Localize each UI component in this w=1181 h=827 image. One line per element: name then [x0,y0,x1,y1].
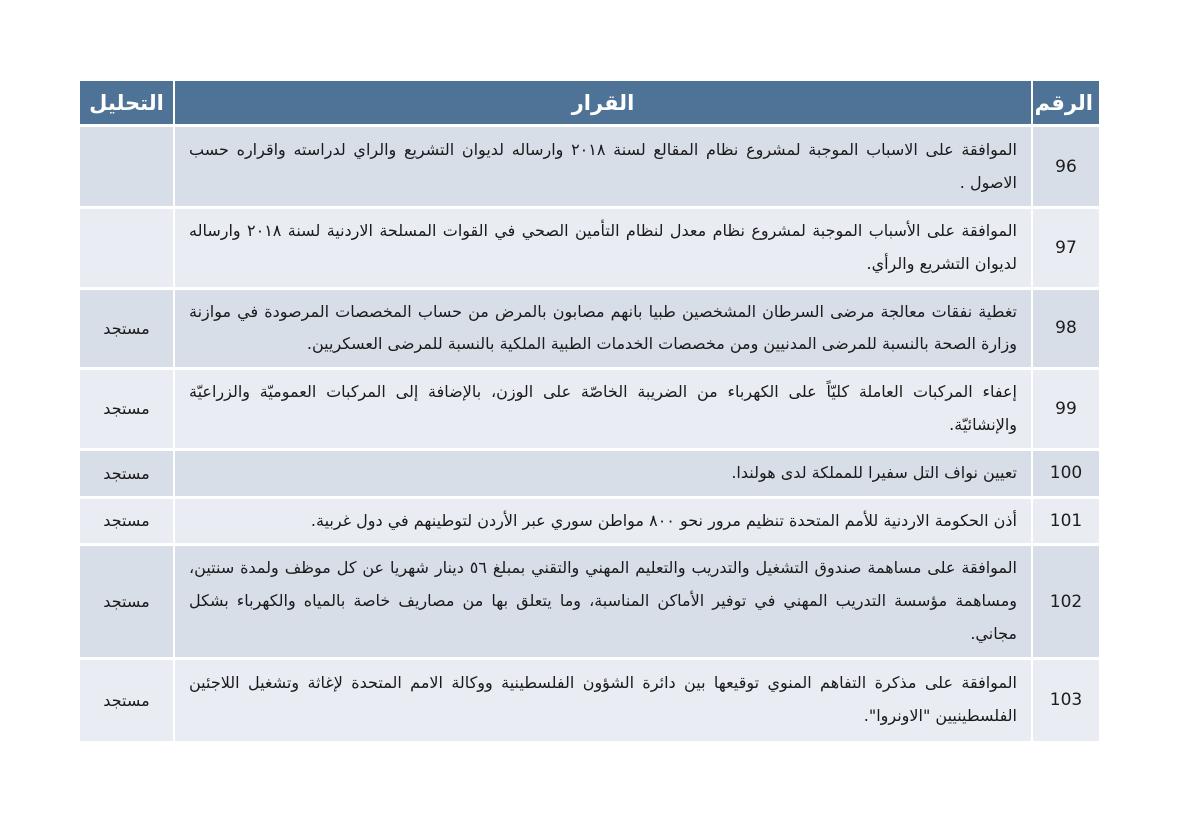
number-cell: 100 [1032,449,1100,497]
table-header-row [79,80,1100,126]
decision-cell: الموافقة على مساهمة صندوق التشغيل والتدريب والتعليم المهني والتقني بمبلغ ٥٦ دينار شهريا عن كل موظف ولمدة سنتين، ومساهمة مؤسسة التدريب المهني في توفير الأماكن المناسبة، وما يتعلق بها من مصاريف خاصة بالمياه والكهرباء بشكل مجاني. [174,545,1032,658]
decision-cell: إعفاء المركبات العاملة كليّاً على الكهرباء من الضريبة الخاصّة على الوزن، بالإضافة إلى المركبات العموميّة والزراعيّة والإنشائيّة. [174,369,1032,450]
table-row [79,369,1100,450]
decision-cell: الموافقة على الأسباب الموجبة لمشروع نظام معدل لنظام التأمين الصحي في القوات المسلحة الاردنية لسنة ٢٠١٨ وارساله لديوان التشريع والرأي. [174,208,1032,289]
number-cell: 96 [1032,126,1100,208]
table-row [79,497,1100,545]
decision-cell: الموافقة على الاسباب الموجبة لمشروع نظام المقالع لسنة ٢٠١٨ وارساله لديوان التشريع والراي لدراسته واقراره حسب الاصول . [174,126,1032,208]
decision-cell: أذن الحكومة الاردنية للأمم المتحدة تنظيم مرور نحو ٨٠٠ مواطن سوري عبر الأردن لتوطينهم في دول غربية. [174,497,1032,545]
number-cell: 99 [1032,369,1100,450]
column-header-decision: القرار [174,80,1032,126]
number-cell: 98 [1032,288,1100,369]
decisions-table [78,78,1101,744]
decision-cell: تعيين نواف التل سفيرا للمملكة لدى هولندا. [174,449,1032,497]
table-row [79,545,1100,658]
decision-cell: الموافقة على مذكرة التفاهم المنوي توقيعها بين دائرة الشؤون الفلسطينية ووكالة الامم المتحدة لإغاثة وتشغيل اللاجئين الفلسطينيين "الاونروا". [174,658,1032,742]
analysis-cell: مستجد [79,658,174,742]
column-header-analysis: التحليل [79,80,174,126]
analysis-cell: مستجد [79,545,174,658]
analysis-cell: مستجد [79,288,174,369]
table-row [79,288,1100,369]
analysis-cell [79,126,174,208]
number-cell: 97 [1032,208,1100,289]
table-row [79,126,1100,208]
number-cell: 103 [1032,658,1100,742]
table-body [79,126,1100,743]
table-row [79,658,1100,742]
decision-cell: تغطية نفقات معالجة مرضى السرطان المشخصين طبيا بانهم مصابون بالمرض من حساب المخصصات المرصودة في موازنة وزارة الصحة بالنسبة للمرضى المدنيين ومن مخصصات الخدمات الطبية الملكية بالنسبة للمرضى العسكريين. [174,288,1032,369]
analysis-cell: مستجد [79,497,174,545]
table-row [79,208,1100,289]
analysis-cell: مستجد [79,449,174,497]
number-cell: 101 [1032,497,1100,545]
analysis-cell [79,208,174,289]
number-cell: 102 [1032,545,1100,658]
table-row [79,449,1100,497]
analysis-cell: مستجد [79,369,174,450]
column-header-number: الرقم [1032,80,1100,126]
